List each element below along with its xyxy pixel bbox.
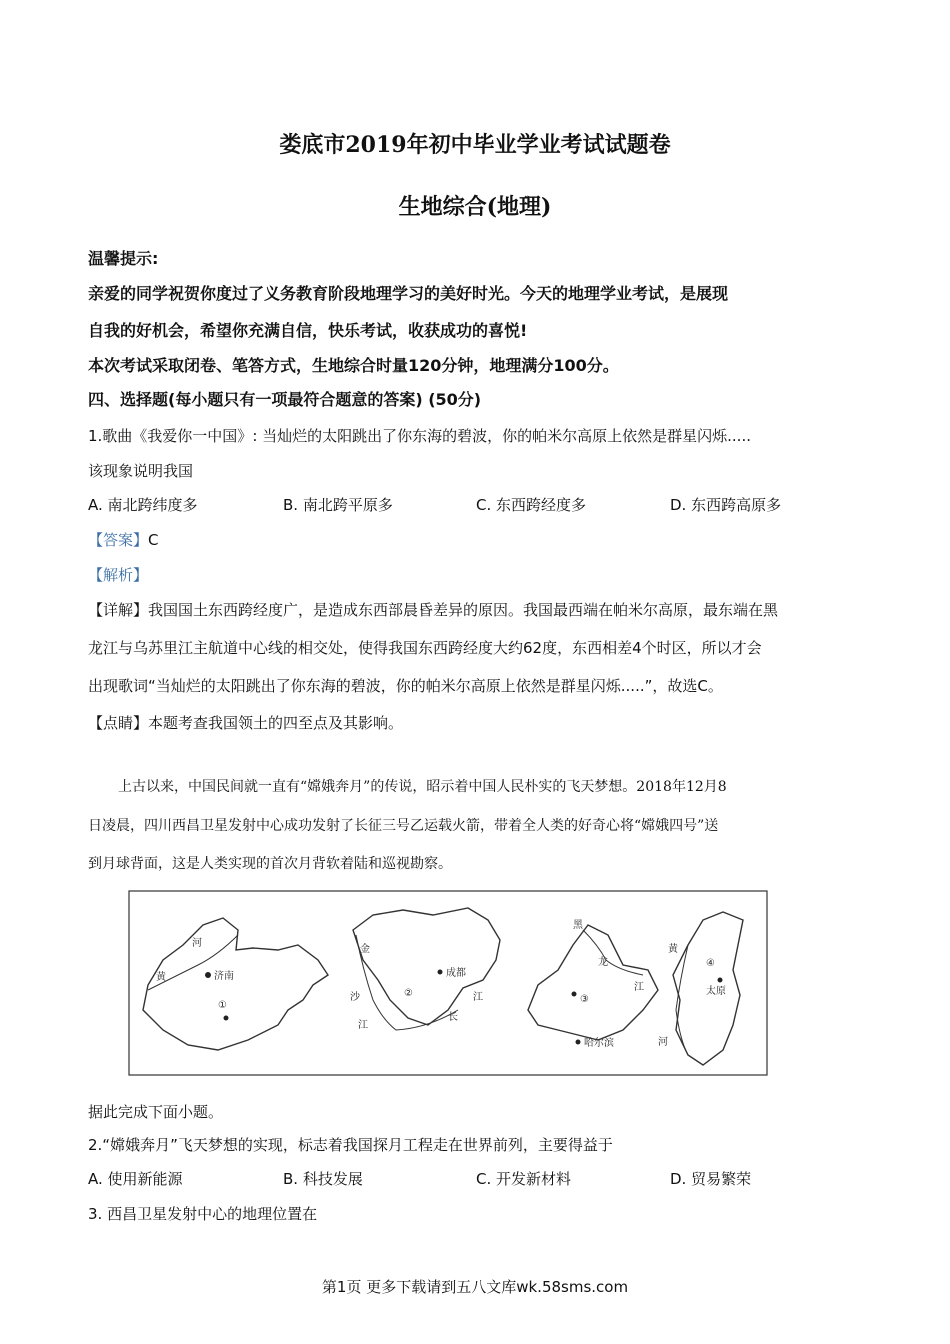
- passage-line-1: 上古以来，中国民间就一直有“嫦娥奔月”的传说，昭示着中国人民朴实的飞天梦想。2018年12月8: [118, 779, 727, 795]
- tips-line-1a: 亲爱的同学祝贺你度过了义务教育阶段地理学习的美好时光。今天的地理学业考试，是展现: [88, 284, 729, 303]
- map4-river-char-1: 黄: [668, 944, 678, 955]
- map1-river-char-1: 河: [192, 938, 202, 949]
- q1-option-d: D. 东西跨高原多: [670, 496, 782, 514]
- map3-marker: ③: [580, 994, 589, 1005]
- map4-marker: ④: [706, 958, 715, 969]
- map2-river-char-3: 江: [358, 1020, 368, 1031]
- q2-option-d: D. 贸易繁荣: [670, 1170, 752, 1188]
- page-footer: 第1页 更多下载请到五八文库wk.58sms.com: [321, 1278, 629, 1296]
- q1-stem-a: 1.歌曲《我爱你一中国》: 当灿烂的太阳跳出了你东海的碧波，你的帕米尔高原上依然是群星闪烁.....: [88, 427, 751, 445]
- q1-detail-a: 【详解】我国国土东西跨经度广，是造成东西部晨昏差异的原因。我国最西端在帕米尔高原，最东端在黑: [88, 601, 779, 619]
- after-map-text: 据此完成下面小题。: [88, 1103, 224, 1121]
- q1-answer-line: [88, 529, 159, 550]
- map2-river-char-2: 沙: [350, 992, 360, 1003]
- q1-comment: 【点睛】本题考查我国领土的四至点及其影响。: [88, 714, 404, 732]
- exam-title: 娄底市2019年初中毕业学业考试试题卷: [279, 132, 671, 158]
- tips-heading: 温馨提示:: [88, 249, 159, 268]
- map2-marker: ②: [404, 988, 413, 999]
- map1-marker: ①: [218, 1000, 227, 1011]
- map-panel-4: [658, 912, 743, 1065]
- q2-option-c: C. 开发新材料: [476, 1170, 572, 1188]
- answer-value: C: [148, 531, 159, 549]
- map3-city: 哈尔滨: [584, 1038, 614, 1049]
- map2-river-char-5: 江: [473, 992, 483, 1003]
- q2-option-b: B. 科技发展: [283, 1170, 363, 1188]
- tips-line-1b: 自我的好机会，希望你充满自信，快乐考试，收获成功的喜悦!: [88, 321, 528, 340]
- q1-detail-c: 出现歌词“当灿烂的太阳跳出了你东海的碧波，你的帕米尔高原上依然是群星闪烁.....”，故选C。: [88, 677, 723, 695]
- map2-river-char-1: 金: [360, 944, 370, 955]
- map4-river-char-2: 河: [658, 1037, 668, 1048]
- map1-city: 济南: [214, 971, 234, 982]
- map3-river-char-2: 龙: [598, 957, 608, 968]
- map2-city: 成都: [446, 968, 466, 979]
- q3-stem: 3. 西昌卫星发射中心的地理位置在: [88, 1205, 318, 1223]
- q2-option-a: A. 使用新能源: [88, 1170, 183, 1188]
- map3-river-char-3: 江: [634, 982, 644, 993]
- map4-city: 太原: [706, 986, 726, 997]
- q2-stem: 2.“嫦娥奔月”飞天梦想的实现，标志着我国探月工程走在世界前列，主要得益于: [88, 1136, 613, 1154]
- q1-detail-b: 龙江与乌苏里江主航道中心线的相交处，使得我国东西跨经度大约62度，东西相差4个时区，所以才会: [88, 639, 762, 657]
- section-heading: 四、选择题(每小题只有一项最符合题意的答案) (50分): [88, 390, 482, 409]
- passage-line-2: 日凌晨，四川西昌卫星发射中心成功发射了长征三号乙运载火箭，带着全人类的好奇心将“嫦娥四号”送: [88, 818, 719, 834]
- q1-option-c: C. 东西跨经度多: [476, 496, 587, 514]
- map1-river-char-2: 黄: [156, 972, 166, 983]
- q1-stem-b: 该现象说明我国: [88, 462, 194, 480]
- analysis-tag: 【解析】: [88, 566, 149, 584]
- map-panel-2: [350, 908, 500, 1031]
- map-panel-1: [143, 918, 328, 1050]
- province-maps-figure: [128, 890, 768, 1076]
- map2-river-char-4: 长: [448, 1012, 458, 1023]
- exam-subtitle: 生地综合(地理): [398, 194, 552, 220]
- q1-option-a: A. 南北跨纬度多: [88, 496, 198, 514]
- map3-river-char-1: 黑: [573, 920, 583, 931]
- answer-tag: 【答案】: [88, 531, 149, 549]
- map-panel-3: [528, 919, 658, 1049]
- q1-option-b: B. 南北跨平原多: [283, 496, 393, 514]
- passage-line-3: 到月球背面，这是人类实现的首次月背软着陆和巡视勘察。: [88, 856, 452, 872]
- tips-line-2: 本次考试采取闭卷、笔答方式，生地综合时量120分钟，地理满分100分。: [88, 356, 619, 375]
